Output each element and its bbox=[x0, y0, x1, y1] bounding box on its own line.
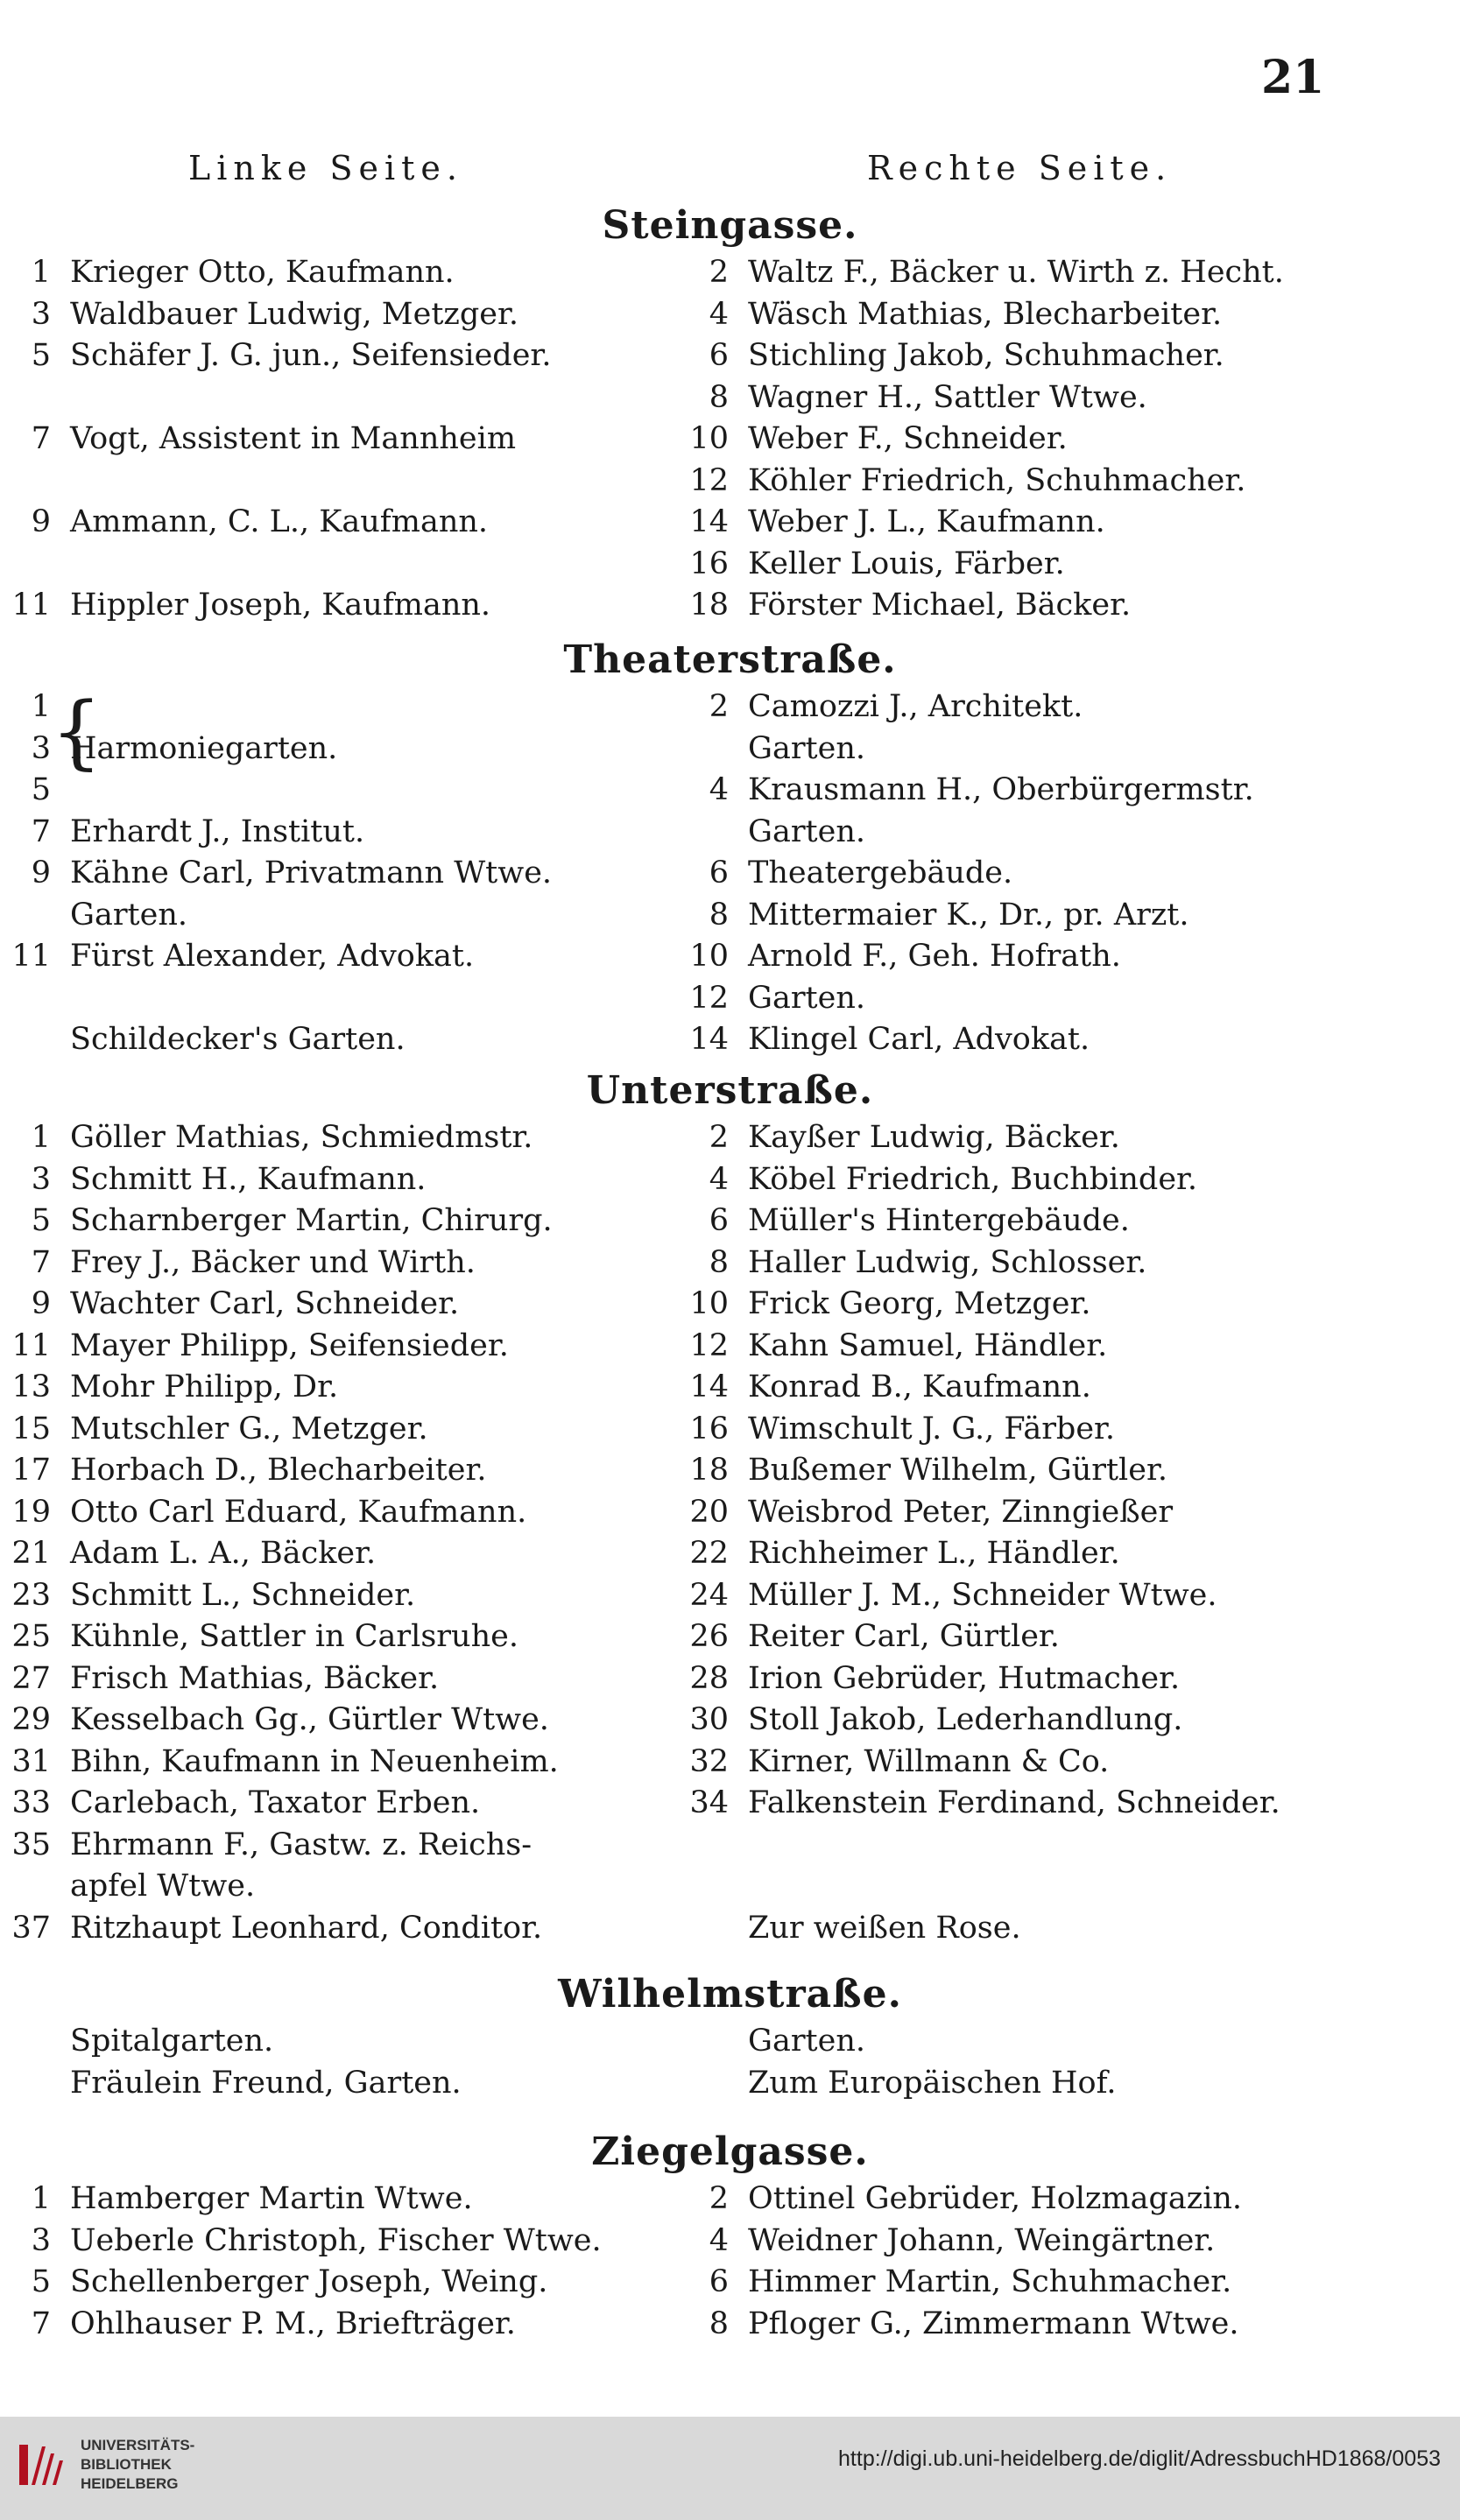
resident-text: Garten. bbox=[70, 897, 188, 933]
address-entry-right bbox=[676, 2221, 1215, 2262]
resident-text: Garten. bbox=[748, 2024, 866, 2059]
house-number: 12 bbox=[689, 1328, 729, 1363]
address-entry-right bbox=[676, 1742, 1109, 1783]
resident-text: Kahn Samuel, Händler. bbox=[748, 1328, 1108, 1363]
house-number: 1 bbox=[31, 2181, 51, 2216]
house-number: 15 bbox=[11, 1411, 51, 1447]
house-number: 1 bbox=[31, 1120, 51, 1155]
address-entry-right bbox=[676, 1409, 1115, 1450]
address-entry-right bbox=[676, 1533, 1120, 1574]
house-number: 26 bbox=[689, 1619, 729, 1654]
house-number: 27 bbox=[11, 1661, 51, 1696]
address-entry-left bbox=[0, 1783, 480, 1824]
house-number: 13 bbox=[11, 1369, 51, 1404]
resident-text: Wachter Carl, Schneider. bbox=[70, 1286, 460, 1321]
address-entry-right bbox=[676, 252, 1284, 293]
address-entry-right bbox=[676, 812, 865, 853]
resident-text: Schmitt H., Kaufmann. bbox=[70, 1162, 427, 1197]
address-entry-right bbox=[676, 585, 1131, 626]
house-number: 9 bbox=[31, 504, 51, 539]
resident-text: Carlebach, Taxator Erben. bbox=[70, 1785, 481, 1820]
address-entry-left bbox=[0, 1326, 509, 1367]
address-entry-left bbox=[0, 2262, 547, 2303]
resident-text: Schellenberger Joseph, Weing. bbox=[70, 2264, 548, 2299]
address-entry-left bbox=[0, 1575, 415, 1616]
address-entry-left bbox=[0, 1019, 406, 1060]
address-entry-left bbox=[0, 502, 488, 543]
house-number: 11 bbox=[11, 1328, 51, 1363]
house-number: 8 bbox=[709, 2306, 729, 2341]
resident-text: Köhler Friedrich, Schuhmacher. bbox=[748, 463, 1246, 498]
address-entry-right bbox=[676, 1284, 1090, 1325]
address-entry-right bbox=[676, 1367, 1091, 1408]
house-number: 11 bbox=[11, 588, 51, 623]
address-entry-left bbox=[0, 2304, 516, 2345]
house-number: 6 bbox=[709, 1203, 729, 1238]
address-entry-right bbox=[676, 2021, 865, 2062]
resident-text: Mohr Philipp, Dr. bbox=[70, 1369, 339, 1404]
house-number: 34 bbox=[689, 1785, 729, 1820]
house-number: 10 bbox=[689, 1286, 729, 1321]
house-number: 4 bbox=[709, 2223, 729, 2258]
house-number: 7 bbox=[31, 814, 51, 849]
resident-text: Schildecker's Garten. bbox=[70, 1022, 406, 1057]
address-entry-right bbox=[676, 686, 1083, 728]
address-entry-right bbox=[676, 770, 1254, 811]
address-entry-left bbox=[0, 1658, 439, 1700]
address-entry-right bbox=[676, 1908, 1021, 1949]
library-logo-icon bbox=[16, 2439, 67, 2490]
resident-text: Schmitt L., Schneider. bbox=[70, 1578, 416, 1613]
house-number: 5 bbox=[31, 2264, 51, 2299]
address-entry-left bbox=[0, 1159, 426, 1200]
house-number: 7 bbox=[31, 421, 51, 456]
house-number: 2 bbox=[709, 2181, 729, 2216]
resident-text: Ammann, C. L., Kaufmann. bbox=[70, 504, 489, 539]
house-number: 18 bbox=[689, 588, 729, 623]
resident-text: Haller Ludwig, Schlosser. bbox=[748, 1245, 1147, 1280]
resident-text: Weidner Johann, Weingärtner. bbox=[748, 2223, 1216, 2258]
resident-text: Ottinel Gebrüder, Holzmagazin. bbox=[748, 2181, 1243, 2216]
address-entry-left bbox=[0, 1242, 476, 1284]
resident-text: Garten. bbox=[748, 731, 866, 766]
house-number: 1 bbox=[31, 255, 51, 290]
house-number: 32 bbox=[689, 1744, 729, 1779]
resident-text: Camozzi J., Architekt. bbox=[748, 689, 1083, 724]
left-column-header: Linke Seite. bbox=[188, 149, 463, 187]
source-url[interactable]: http://digi.ub.uni-heidelberg.de/diglit/AdressbuchHD1868/0053 bbox=[838, 2446, 1441, 2471]
address-entry-left bbox=[0, 252, 455, 293]
resident-text: Vogt, Assistent in Mannheim bbox=[70, 421, 517, 456]
house-number: 20 bbox=[689, 1495, 729, 1530]
house-number: 5 bbox=[31, 772, 51, 807]
resident-text: Förster Michael, Bäcker. bbox=[748, 588, 1132, 623]
address-entry-right bbox=[676, 1492, 1173, 1533]
house-number: 11 bbox=[11, 939, 51, 974]
house-number: 14 bbox=[689, 1022, 729, 1057]
house-number: 31 bbox=[11, 1744, 51, 1779]
house-number: 28 bbox=[689, 1661, 729, 1696]
resident-text: Keller Louis, Färber. bbox=[748, 546, 1065, 581]
resident-text: Konrad B., Kaufmann. bbox=[748, 1369, 1091, 1404]
resident-text: Garten. bbox=[748, 981, 866, 1016]
resident-text: Stichling Jakob, Schuhmacher. bbox=[748, 338, 1224, 373]
house-number: 25 bbox=[11, 1619, 51, 1654]
resident-text: Wimschult J. G., Färber. bbox=[748, 1411, 1116, 1447]
resident-text: Weisbrod Peter, Zinngießer bbox=[748, 1495, 1174, 1530]
address-entry-right bbox=[676, 1326, 1107, 1367]
house-number: 2 bbox=[709, 1120, 729, 1155]
resident-text: Hamberger Martin Wtwe. bbox=[70, 2181, 473, 2216]
resident-text: Waltz F., Bäcker u. Wirth z. Hecht. bbox=[748, 255, 1284, 290]
address-entry-left bbox=[0, 895, 187, 936]
resident-text: Harmoniegarten. bbox=[70, 731, 338, 766]
right-column-header: Rechte Seite. bbox=[867, 149, 1173, 187]
address-entry-right bbox=[676, 936, 1121, 977]
address-entry-right bbox=[676, 502, 1105, 543]
house-number: 4 bbox=[709, 297, 729, 332]
address-entry-left bbox=[0, 419, 516, 460]
address-entry-right bbox=[676, 729, 865, 770]
house-number: 2 bbox=[709, 255, 729, 290]
address-entry-left bbox=[0, 1284, 459, 1325]
resident-text: Weber F., Schneider. bbox=[748, 421, 1068, 456]
address-entry-right bbox=[676, 1200, 1130, 1242]
resident-text: Bußemer Wilhelm, Gürtler. bbox=[748, 1453, 1167, 1488]
address-entry-left bbox=[0, 2179, 473, 2220]
address-entry-left bbox=[0, 1533, 376, 1574]
resident-text: Pfloger G., Zimmermann Wtwe. bbox=[748, 2306, 1239, 2341]
house-number: 9 bbox=[31, 1286, 51, 1321]
resident-text: Kirner, Willmann & Co. bbox=[748, 1744, 1110, 1779]
resident-text: Mayer Philipp, Seifensieder. bbox=[70, 1328, 509, 1363]
street-heading: Unterstraße. bbox=[586, 1068, 874, 1113]
resident-text: Otto Carl Eduard, Kaufmann. bbox=[70, 1495, 527, 1530]
address-entry-left bbox=[0, 1367, 338, 1408]
resident-text: Frisch Mathias, Bäcker. bbox=[70, 1661, 440, 1696]
house-number: 12 bbox=[689, 463, 729, 498]
house-number: 2 bbox=[709, 689, 729, 724]
address-entry-right bbox=[676, 1866, 748, 1907]
address-entry-right bbox=[676, 1825, 748, 1866]
house-number: 4 bbox=[709, 1162, 729, 1197]
resident-text: Kesselbach Gg., Gürtler Wtwe. bbox=[70, 1702, 549, 1737]
resident-text: Kühnle, Sattler in Carlsruhe. bbox=[70, 1619, 518, 1654]
address-entry-right bbox=[676, 1159, 1197, 1200]
address-entry-left bbox=[0, 1700, 549, 1741]
address-entry-right bbox=[676, 1783, 1280, 1824]
house-number: 37 bbox=[11, 1911, 51, 1946]
address-entry-left bbox=[0, 294, 518, 335]
address-entry-right bbox=[676, 377, 1147, 419]
house-number: 9 bbox=[31, 855, 51, 890]
resident-text: Göller Mathias, Schmiedmstr. bbox=[70, 1120, 533, 1155]
address-entry-left bbox=[0, 2221, 602, 2262]
resident-text: Mittermaier K., Dr., pr. Arzt. bbox=[748, 897, 1189, 933]
resident-text: Irion Gebrüder, Hutmacher. bbox=[748, 1661, 1181, 1696]
resident-text: Falkenstein Ferdinand, Schneider. bbox=[748, 1785, 1280, 1820]
house-number: 3 bbox=[31, 1162, 51, 1197]
resident-text: Müller's Hintergebäude. bbox=[748, 1203, 1130, 1238]
address-entry-left bbox=[0, 1409, 428, 1450]
house-number: 16 bbox=[689, 546, 729, 581]
address-entry-right bbox=[676, 461, 1245, 502]
address-entry-left bbox=[0, 1908, 542, 1949]
house-number: 5 bbox=[31, 1203, 51, 1238]
house-number: 7 bbox=[31, 1245, 51, 1280]
house-number: 19 bbox=[11, 1495, 51, 1530]
resident-text: Müller J. M., Schneider Wtwe. bbox=[748, 1578, 1217, 1613]
house-number: 23 bbox=[11, 1578, 51, 1613]
address-entry-left bbox=[0, 1742, 559, 1783]
resident-text: Horbach D., Blecharbeiter. bbox=[70, 1453, 487, 1488]
address-entry-right bbox=[676, 1242, 1146, 1284]
resident-text: Bihn, Kaufmann in Neuenheim. bbox=[70, 1744, 559, 1779]
resident-text: Scharnberger Martin, Chirurg. bbox=[70, 1203, 553, 1238]
address-entry-left bbox=[0, 853, 552, 894]
resident-text: Krieger Otto, Kaufmann. bbox=[70, 255, 455, 290]
address-entry-right bbox=[676, 544, 1065, 585]
address-entry-left bbox=[0, 2021, 273, 2062]
house-number: 3 bbox=[31, 2223, 51, 2258]
resident-text: Zum Europäischen Hof. bbox=[748, 2066, 1117, 2101]
house-number: 3 bbox=[31, 297, 51, 332]
address-entry-right bbox=[676, 853, 1012, 894]
address-entry-right bbox=[676, 1658, 1180, 1700]
resident-text: Zur weißen Rose. bbox=[748, 1911, 1021, 1946]
resident-text: Waldbauer Ludwig, Metzger. bbox=[70, 297, 518, 332]
house-number: 30 bbox=[689, 1702, 729, 1737]
house-number: 17 bbox=[11, 1453, 51, 1488]
resident-text: Mutschler G., Metzger. bbox=[70, 1411, 428, 1447]
resident-text: Krausmann H., Oberbürgermstr. bbox=[748, 772, 1254, 807]
house-number: 16 bbox=[689, 1411, 729, 1447]
address-entry-right bbox=[676, 1575, 1217, 1616]
address-entry-left bbox=[0, 812, 364, 853]
resident-text: Ehrmann F., Gastw. z. Reichs- bbox=[70, 1827, 533, 1862]
library-name: UNIVERSITÄTS- BIBLIOTHEK HEIDELBERG bbox=[81, 2437, 195, 2492]
house-number: 5 bbox=[31, 338, 51, 373]
address-entry-left bbox=[0, 1450, 487, 1491]
address-entry-left bbox=[0, 936, 474, 977]
house-number: 14 bbox=[689, 1369, 729, 1404]
resident-text: Frey J., Bäcker und Wirth. bbox=[70, 1245, 476, 1280]
address-entry-right bbox=[676, 2262, 1231, 2303]
address-entry-right bbox=[676, 294, 1222, 335]
house-number: 24 bbox=[689, 1578, 729, 1613]
house-number: 14 bbox=[689, 504, 729, 539]
resident-text: Weber J. L., Kaufmann. bbox=[748, 504, 1105, 539]
house-number: 3 bbox=[31, 731, 51, 766]
resident-text: Köbel Friedrich, Buchbinder. bbox=[748, 1162, 1198, 1197]
house-number: 8 bbox=[709, 897, 729, 933]
resident-text: Frick Georg, Metzger. bbox=[748, 1286, 1091, 1321]
address-entry-left bbox=[0, 1117, 533, 1158]
house-number: 10 bbox=[689, 939, 729, 974]
address-entry-left bbox=[0, 2063, 462, 2104]
resident-text: Hippler Joseph, Kaufmann. bbox=[70, 588, 491, 623]
address-entry-right bbox=[676, 2179, 1242, 2220]
resident-text: Spitalgarten. bbox=[70, 2024, 274, 2059]
resident-text: apfel Wtwe. bbox=[70, 1869, 256, 1904]
street-heading: Theaterstraße. bbox=[563, 637, 897, 682]
house-number: 8 bbox=[709, 1245, 729, 1280]
resident-text: Wäsch Mathias, Blecharbeiter. bbox=[748, 297, 1223, 332]
resident-text: Kayßer Ludwig, Bäcker. bbox=[748, 1120, 1120, 1155]
house-number: 22 bbox=[689, 1536, 729, 1571]
brace-mark: { bbox=[51, 685, 102, 778]
house-number: 7 bbox=[31, 2306, 51, 2341]
house-number: 6 bbox=[709, 338, 729, 373]
footer-bar bbox=[0, 2417, 1460, 2520]
street-heading: Steingasse. bbox=[602, 203, 858, 248]
address-entry-right bbox=[676, 2063, 1116, 2104]
resident-text: Richheimer L., Händler. bbox=[748, 1536, 1120, 1571]
house-number: 4 bbox=[709, 772, 729, 807]
address-entry-right bbox=[676, 1616, 1060, 1658]
address-entry-left bbox=[0, 1866, 255, 1907]
resident-text: Fräulein Freund, Garten. bbox=[70, 2066, 462, 2101]
street-heading: Ziegelgasse. bbox=[591, 2129, 869, 2174]
resident-text: Klingel Carl, Advokat. bbox=[748, 1022, 1090, 1057]
resident-text: Ritzhaupt Leonhard, Conditor. bbox=[70, 1911, 543, 1946]
resident-text: Garten. bbox=[748, 814, 866, 849]
address-entry-right bbox=[676, 895, 1188, 936]
house-number: 35 bbox=[11, 1827, 51, 1862]
address-entry-left bbox=[0, 1616, 518, 1658]
resident-text: Stoll Jakob, Lederhandlung. bbox=[748, 1702, 1183, 1737]
resident-text: Reiter Carl, Gürtler. bbox=[748, 1619, 1060, 1654]
address-entry-left bbox=[0, 1200, 553, 1242]
house-number: 29 bbox=[11, 1702, 51, 1737]
address-entry-right bbox=[676, 1019, 1090, 1060]
resident-text: Arnold F., Geh. Hofrath. bbox=[748, 939, 1121, 974]
resident-text: Fürst Alexander, Advokat. bbox=[70, 939, 475, 974]
address-entry-left bbox=[0, 585, 490, 626]
house-number: 12 bbox=[689, 981, 729, 1016]
address-entry-right bbox=[676, 419, 1068, 460]
street-heading: Wilhelmstraße. bbox=[558, 1972, 902, 2017]
address-entry-left bbox=[0, 1825, 532, 1866]
address-entry-right bbox=[676, 2304, 1238, 2345]
house-number: 1 bbox=[31, 689, 51, 724]
house-number: 6 bbox=[709, 2264, 729, 2299]
resident-text: Theatergebäude. bbox=[748, 855, 1013, 890]
resident-text: Ohlhauser P. M., Briefträger. bbox=[70, 2306, 516, 2341]
house-number: 21 bbox=[11, 1536, 51, 1571]
house-number: 8 bbox=[709, 380, 729, 415]
house-number: 18 bbox=[689, 1453, 729, 1488]
page-number: 21 bbox=[1261, 51, 1325, 104]
resident-text: Himmer Martin, Schuhmacher. bbox=[748, 2264, 1232, 2299]
address-entry-right bbox=[676, 335, 1224, 377]
address-entry-right bbox=[676, 1700, 1182, 1741]
resident-text: Schäfer J. G. jun., Seifensieder. bbox=[70, 338, 552, 373]
resident-text: Kähne Carl, Privatmann Wtwe. bbox=[70, 855, 553, 890]
address-entry-right bbox=[676, 978, 865, 1019]
address-entry-left bbox=[0, 335, 551, 377]
address-entry-right bbox=[676, 1117, 1120, 1158]
resident-text: Adam L. A., Bäcker. bbox=[70, 1536, 377, 1571]
house-number: 33 bbox=[11, 1785, 51, 1820]
resident-text: Wagner H., Sattler Wtwe. bbox=[748, 380, 1147, 415]
house-number: 6 bbox=[709, 855, 729, 890]
house-number: 10 bbox=[689, 421, 729, 456]
address-entry-left bbox=[0, 1492, 526, 1533]
resident-text: Erhardt J., Institut. bbox=[70, 814, 365, 849]
resident-text: Ueberle Christoph, Fischer Wtwe. bbox=[70, 2223, 602, 2258]
address-entry-right bbox=[676, 1450, 1167, 1491]
